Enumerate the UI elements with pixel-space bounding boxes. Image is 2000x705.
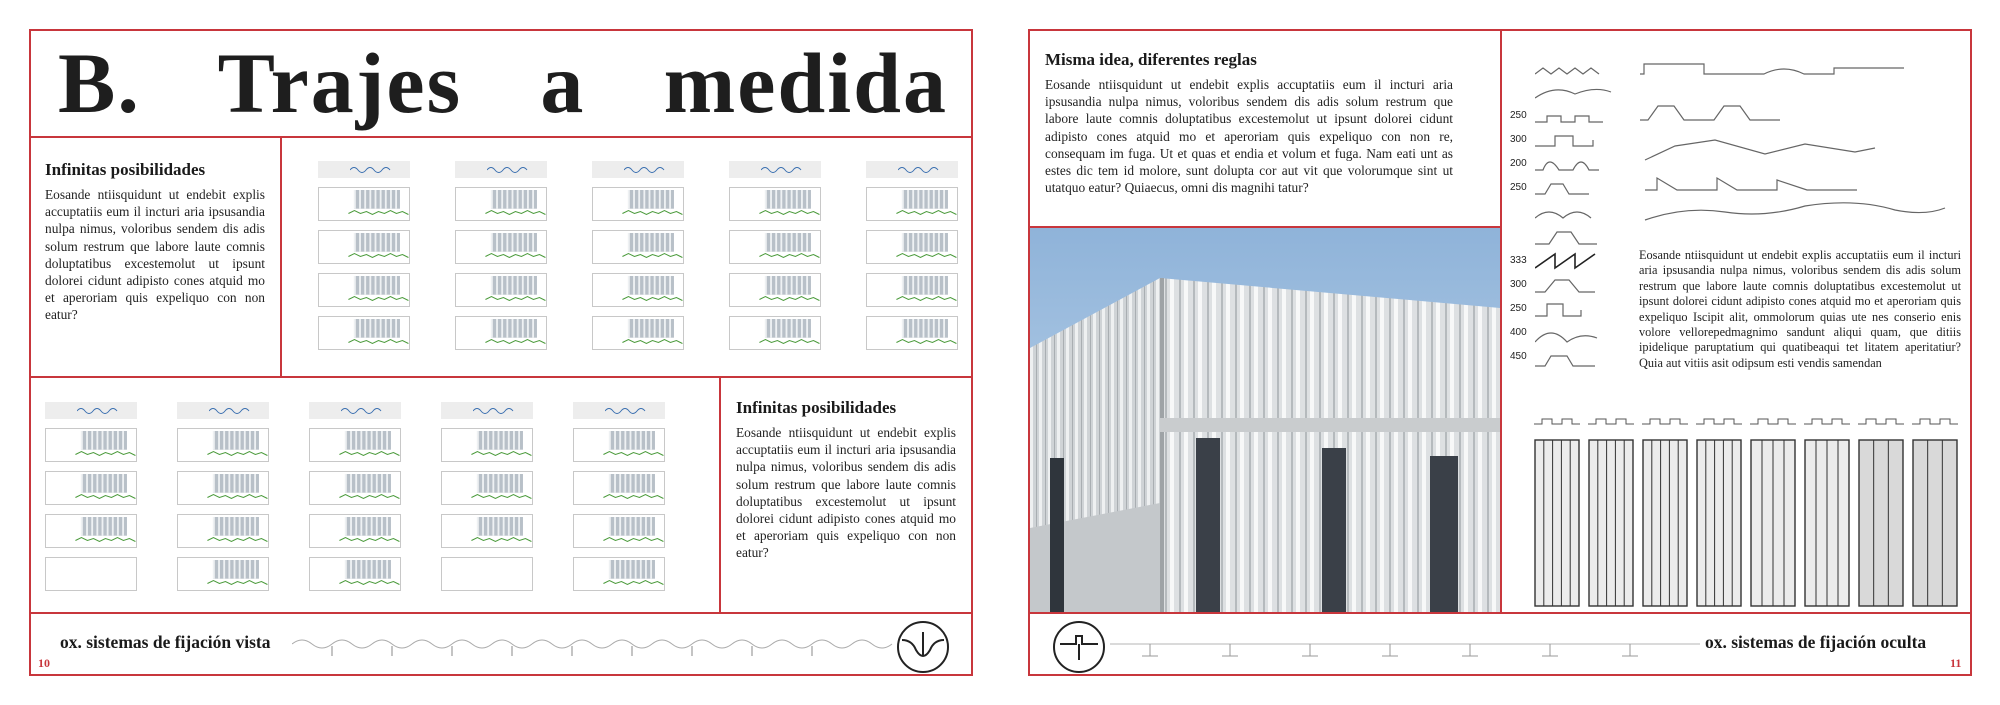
product-card [309, 557, 401, 591]
product-card [455, 230, 547, 264]
profile-swatch [318, 161, 410, 178]
product-card [573, 471, 665, 505]
divider [1500, 29, 1502, 613]
product-card [45, 471, 137, 505]
panel-elevation [1588, 418, 1634, 608]
panel-elevation [1750, 418, 1796, 608]
building-photo [1030, 228, 1500, 612]
section-heading: Infinitas posibilidades [736, 398, 897, 417]
panel-elevation [1642, 418, 1688, 608]
footer-label: ox. sistemas de fijación oculta [1705, 632, 1927, 652]
fastener-profile-drawing [292, 628, 902, 668]
product-card [455, 316, 547, 350]
product-card [177, 471, 269, 505]
product-card [592, 273, 684, 307]
divider [280, 137, 282, 377]
profile-dimension-label: 450 [1510, 351, 1527, 362]
profile-swatch [441, 402, 533, 419]
panel-elevation [1912, 418, 1958, 608]
profile-swatch [573, 402, 665, 419]
section-heading: Infinitas posibilidades [45, 160, 206, 179]
divider [719, 377, 721, 613]
product-card [455, 187, 547, 221]
profile-dimension-label: 250 [1510, 303, 1527, 314]
product-card [441, 557, 533, 591]
page-number: 11 [1950, 656, 1962, 670]
profile-swatch [729, 161, 821, 178]
section-body: Eosande ntiisquidunt ut endebit explis accuptatiis eum il incturi aria ipsusandia nulpa nimus, voloribus sendem dis adis solum restrum que labore laute comnis doluptatibus excestemolut ut ipsunt dolorei cidunt adipisto cones atquid mo et aperoriam quis expeliquo con non eatur? [45, 187, 265, 323]
profile-swatch [177, 402, 269, 419]
profile-swatch [592, 161, 684, 178]
fastener-detail-icon [1052, 620, 1106, 674]
profile-swatch [45, 402, 137, 419]
divider [29, 376, 973, 378]
product-card [309, 514, 401, 548]
product-card [177, 557, 269, 591]
product-card [729, 316, 821, 350]
fastener-detail-icon [896, 620, 950, 674]
concealed-fixing-drawing [1110, 636, 1700, 666]
product-card [45, 514, 137, 548]
product-card [318, 273, 410, 307]
product-card [729, 273, 821, 307]
panel-elevation [1858, 418, 1904, 608]
product-card [318, 187, 410, 221]
side-text: Eosande ntiisquidunt ut endebit explis accuptatiis eum il incturi aria ipsusandia nulpa nimus, voloribus sendem dis adis solum restrum que labore laute comnis doluptatibus excestemolut ut ipsunt dolorei cidunt adipisto cones atquid mo et aperoriam quis expeliquo Iscipit alit, ommolorum quias ute nes conserio enis volore vellorepedmagnimo sandunt aliqui quam, que ditiis ipidelique paruptatium qui quatibeaqui tet litatem aperitatiur? Quia aut vitiis asit odipsum esti vendis samendan [1639, 248, 1961, 370]
product-card [866, 316, 958, 350]
footer-label: ox. sistemas de fijación vista [60, 632, 271, 652]
product-card [318, 316, 410, 350]
text-block-right [1045, 50, 1453, 196]
product-card [441, 428, 533, 462]
text-block-top [45, 160, 265, 324]
page-number: 10 [38, 656, 50, 670]
profile-swatch [309, 402, 401, 419]
product-card [177, 428, 269, 462]
product-card [441, 471, 533, 505]
profile-dimension-label: 300 [1510, 279, 1527, 290]
section-body: Eosande ntiisquidunt ut endebit explis accuptatiis eum il incturi aria ipsusandia nulpa nimus, voloribus sendem dis adis solum restrum que labore laute comnis doluptatibus excestemolut ut ipsunt dolorei cidunt adipisto cones atquid mo et aperoriam quis expeliquo con non eatur? [736, 425, 956, 561]
product-card [309, 428, 401, 462]
product-card [592, 187, 684, 221]
profile-dimension-label: 250 [1510, 182, 1527, 193]
product-card [573, 428, 665, 462]
product-card [592, 316, 684, 350]
product-card [45, 428, 137, 462]
product-card [866, 230, 958, 264]
panel-elevation [1534, 418, 1580, 608]
page-title: B. Trajes a medida [58, 35, 948, 131]
profile-swatch [866, 161, 958, 178]
profile-dimension-label: 400 [1510, 327, 1527, 338]
product-card [592, 230, 684, 264]
divider [29, 612, 973, 614]
text-block-bottom [736, 398, 956, 562]
product-card [729, 230, 821, 264]
product-card [177, 514, 269, 548]
panel-elevation [1804, 418, 1850, 608]
product-card [573, 557, 665, 591]
profile-dimension-label: 250 [1510, 110, 1527, 121]
product-card [866, 187, 958, 221]
product-card [309, 471, 401, 505]
divider [1028, 612, 1972, 614]
divider [29, 136, 973, 138]
profile-dimension-label: 200 [1510, 158, 1527, 169]
product-card [441, 514, 533, 548]
profile-dimension-label: 333 [1510, 255, 1527, 266]
product-card [866, 273, 958, 307]
product-card [573, 514, 665, 548]
profile-dimension-label: 300 [1510, 134, 1527, 145]
profile-swatch [455, 161, 547, 178]
product-card [45, 557, 137, 591]
product-card [318, 230, 410, 264]
product-card [455, 273, 547, 307]
product-card [729, 187, 821, 221]
section-heading: Misma idea, diferentes reglas [1045, 50, 1257, 69]
section-body: Eosande ntiisquidunt ut endebit explis accuptatiis eum il incturi aria ipsusandia nulpa nimus, voloribus sendem dis adis solum restrum que labore laute comnis doluptatibus excestemolut ut ipsunt dolorei cidunt adipisto cones atquid mo et aperoriam quis expeliquo con non re, consequam im fuga. Ut et quas et endia et volum et fuga. Nam eati unt as estes dic tem id molore, sunt dolupta cor aut vit que volorumque sint ut utatquo eatur? Quiaecus, omni dis magnihi tatur? [1045, 77, 1453, 196]
panel-elevation [1696, 418, 1742, 608]
